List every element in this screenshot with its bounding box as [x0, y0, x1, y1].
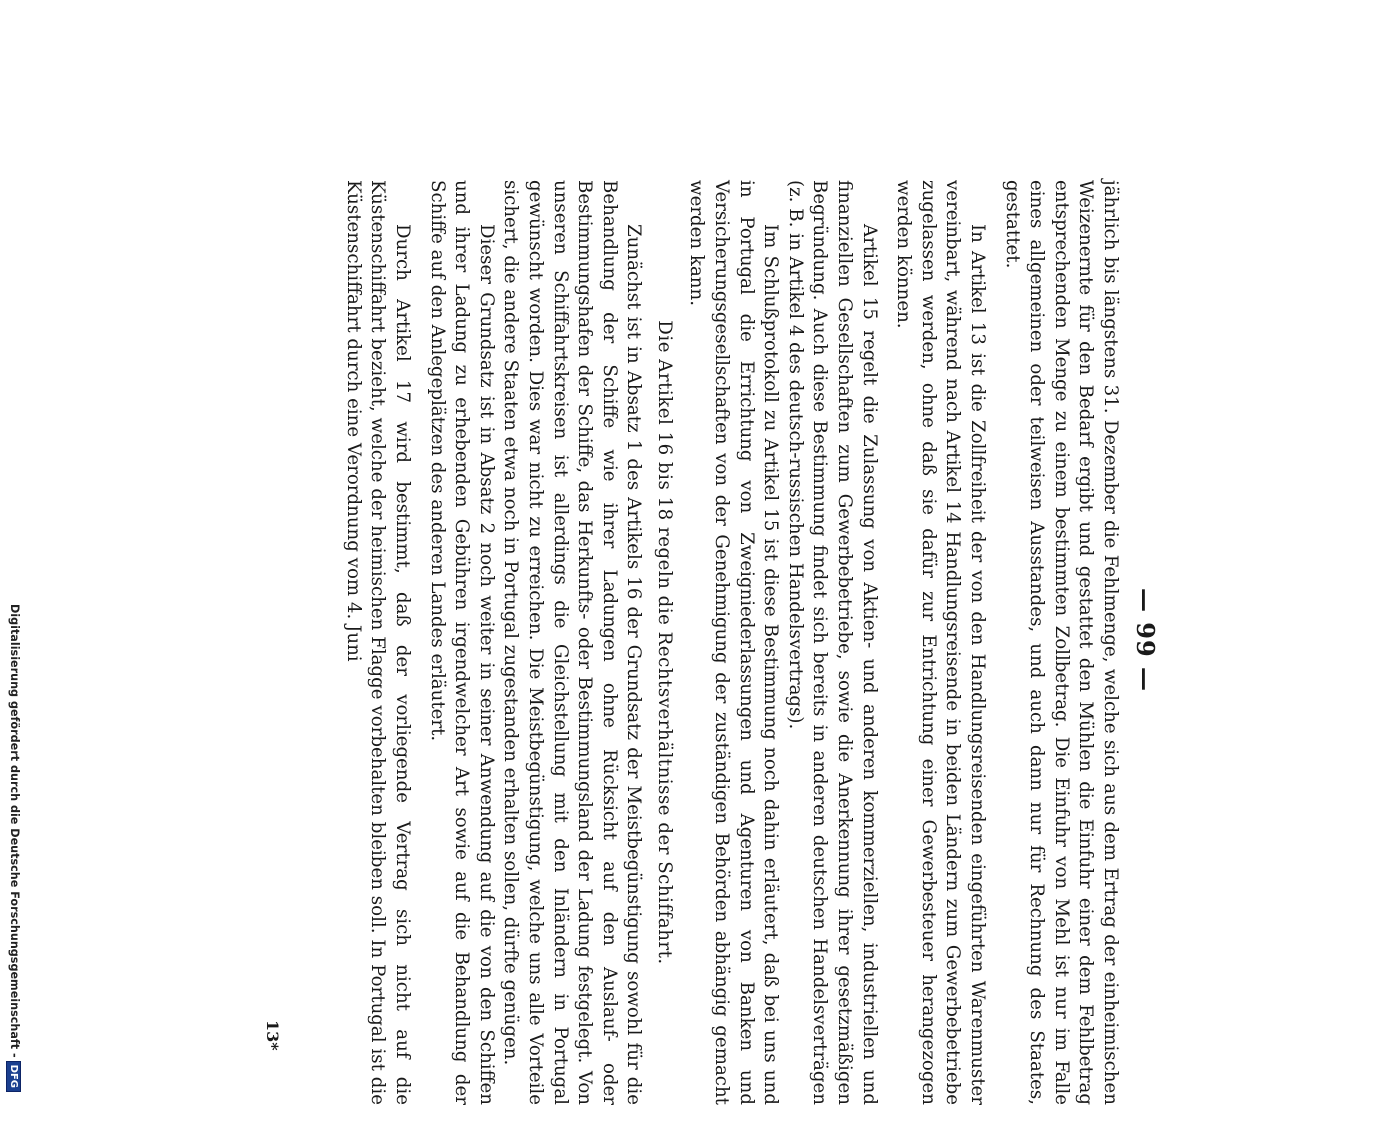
paragraph-5: Zunächst ist in Absatz 1 des Artikels 16 der Grundsatz der Meistbegünstigung sowohl für die Behandlung der Schiffe wie ihrer Ladungen ohne Rücksicht auf den Auslauf- oder Bestimmungshafen der Schiffe, das Herkunfts- oder Bestimmungsland der Ladung festgelegt. Von unseren Schiffahrtskreisen ist allerdings die Gleichstellung mit den Inländern in Portugal gewünscht worden. Dies war nicht zu erreichen. Die Meistbegünstigung, welche uns alle Vorteile sichert, die andere Staaten etwa noch in Portugal zugestanden erhalten sollen, dürfte genügen. [500, 180, 645, 1105]
paragraph-6: Dieser Grundsatz ist in Absatz 2 noch weiter in seiner Anwendung auf die von den Schiffen und ihrer Ladung zu erhebenden Gebühren irgendwelcher Art sowie auf die Behandlung der Schiffe auf den Anlegeplätzen des anderen Landes erläutert. [426, 180, 497, 1105]
credit-line [6, 604, 21, 1088]
rotated-page [240, 140, 1160, 1140]
paragraph-2: In Artikel 13 ist die Zollfreiheit der von den Handlungsreisenden eingeführten Warenmuster vereinbart, während nach Artikel 14 Handlungsreisende in beiden Ländern zum Gewerbebetriebe zugelassen werden, ohne daß sie dafür zur Entrichtung einer Gewerbesteuer herangezogen werden können. [893, 180, 989, 1105]
digitization-credit [0, 0, 24, 1088]
paragraph-4: Im Schlußprotokoll zu Artikel 15 ist diese Bestimmung noch dahin erläutert, daß bei uns und in Portugal die Errichtung von Zweigniederlassungen und Agenturen von Banken und Versicherungsgesellschaften von der Genehmigung der zuständigen Behörden abhängig gemacht werden kann. [686, 180, 782, 1105]
paragraph-3: Artikel 15 regelt die Zulassung von Aktien- und anderen kommerziellen, industriellen und finanziellen Gesellschaften zum Gewerbebetriebe, sowie die Anerkennung ihrer gesetzmäßigen Begründung. Auch diese Bestimmung findet sich bereits in anderen deutschen Handelsverträgen (z. B. in Artikel 4 des deutsch-russischen Handelsvertrags). [784, 180, 880, 1105]
paragraph-1: jährlich bis längstens 31. Dezember die Fehlmenge, welche sich aus dem Ertrag der einheimischen Weizenernte für den Bedarf ergibt und gestattet den Mühlen die Einfuhr einer dem Fehlbetrag entsprechenden Menge zu einem bestimmten Zollbetrag. Die Einfuhr von Mehl ist nur im Falle eines allgemeinen oder teilweisen Ausstandes, und auch dann nur für Rechnung des Staates, gestattet. [1001, 180, 1121, 1105]
section-heading: Die Artikel 16 bis 18 regeln die Rechtsverhältnisse der Schiffahrt. [653, 320, 675, 965]
signature-mark: 13* [263, 1020, 282, 1051]
page-number: — 99 — [1131, 587, 1160, 693]
dfg-logo: DFG [6, 1061, 21, 1092]
credit-text: Digitalisierung gefördert durch die Deutsche Forschungsgemeinschaft - [8, 604, 21, 1058]
paragraph-7: Durch Artikel 17 wird bestimmt, daß der vorliegende Vertrag sich nicht auf die Küstenschiffahrt bezieht, welche der heimischen Flagge vorbehalten bleiben soll. In Portugal ist die Küstenschiffahrt durch eine Verordnung vom 4. Juni [342, 180, 413, 1105]
body-text [340, 180, 1122, 1105]
